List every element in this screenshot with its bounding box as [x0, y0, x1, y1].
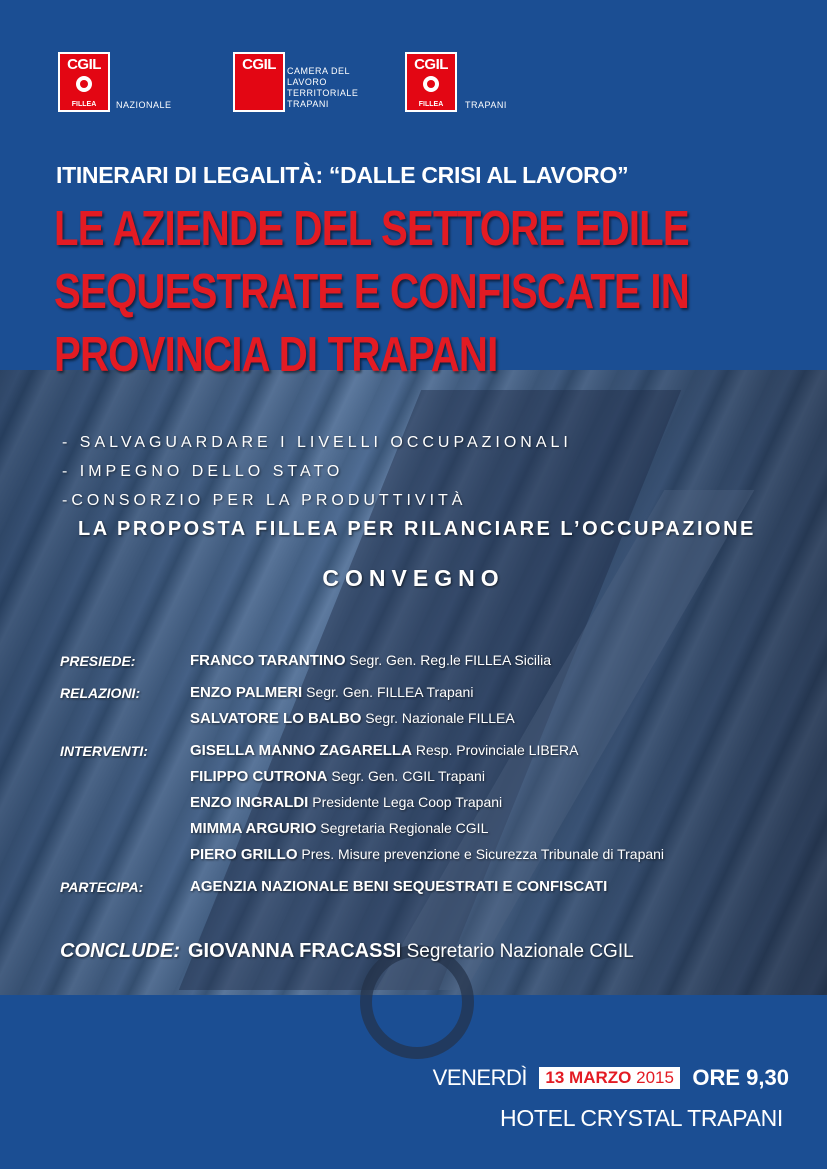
speaker-name: AGENZIA NAZIONALE BENI SEQUESTRATI E CONFISCATI: [190, 878, 608, 895]
event-date: 13 MARZO: [545, 1068, 632, 1087]
conclude-row: [60, 940, 634, 963]
speaker-name: GISELLA MANNO ZAGARELLA: [190, 742, 412, 759]
logo-brand: CGIL: [414, 56, 448, 73]
speaker-name: PIERO GRILLO: [190, 846, 298, 863]
caption-line: TRAPANI: [287, 99, 329, 109]
program-role: RELAZIONI:: [60, 685, 141, 701]
program-role: PARTECIPA:: [60, 879, 144, 895]
event-day: VENERDÌ: [432, 1065, 527, 1090]
caption-line: LAVORO: [287, 77, 327, 87]
logo-caption-trapani: TRAPANI: [465, 100, 507, 110]
speaker-desc: Segr. Gen. Reg.le FILLEA Sicilia: [345, 652, 551, 668]
event-time: ORE 9,30: [692, 1065, 789, 1090]
speaker-desc: Segretaria Regionale CGIL: [316, 820, 489, 836]
topic-item: -CONSORZIO PER LA PRODUTTIVITÀ: [62, 492, 467, 509]
logo-brand: CGIL: [67, 56, 101, 73]
logo-sub: FILLEA: [71, 101, 97, 108]
program-role: CONCLUDE:: [60, 940, 180, 962]
headline-line: LE AZIENDE DEL SETTORE EDILE: [54, 202, 689, 256]
event-subtitle: ITINERARI DI LEGALITÀ: “DALLE CRISI AL LAVORO”: [56, 162, 629, 188]
headline-line: SEQUESTRATE E CONFISCATE IN: [54, 265, 689, 319]
logo-sub: FILLEA: [418, 101, 444, 108]
logo-mark-icon: [76, 76, 92, 92]
event-year: 2015: [631, 1068, 674, 1087]
logo-mark-icon: [423, 76, 439, 92]
speaker-name: FRANCO TARANTINO: [190, 652, 346, 669]
cgil-fillea-logo: [58, 52, 110, 112]
proposta-heading: LA PROPOSTA FILLEA PER RILANCIARE L’OCCUPAZIONE: [78, 518, 756, 540]
speaker-name: SALVATORE LO BALBO: [190, 710, 362, 727]
logo-caption-camera: [287, 66, 358, 110]
speaker-desc: Segr. Nazionale FILLEA: [361, 710, 515, 726]
logo-caption-nazionale: NAZIONALE: [116, 100, 172, 110]
event-venue: HOTEL CRYSTAL TRAPANI: [500, 1105, 783, 1131]
event-date-badge: [539, 1067, 680, 1089]
event-dateline: [433, 1065, 789, 1091]
speaker-name: FILIPPO CUTRONA: [190, 768, 328, 785]
convegno-label: CONVEGNO: [322, 565, 505, 591]
logo-brand: CGIL: [242, 56, 276, 73]
speaker-desc: Segretario Nazionale CGIL: [401, 941, 634, 962]
headline-line: PROVINCIA DI TRAPANI: [54, 328, 498, 382]
program-role: PRESIEDE:: [60, 653, 136, 669]
speaker-desc: Resp. Provinciale LIBERA: [411, 742, 579, 758]
speaker-desc: Presidente Lega Coop Trapani: [308, 794, 503, 810]
cgil-camera-lavoro-logo: [233, 52, 285, 112]
event-headline: [54, 198, 689, 387]
cgil-fillea-trapani-logo: [405, 52, 457, 112]
program-role: INTERVENTI:: [60, 743, 148, 759]
caption-line: CAMERA DEL: [287, 66, 351, 76]
speaker-desc: Segr. Gen. CGIL Trapani: [327, 768, 485, 784]
speaker-name: ENZO PALMERI: [190, 684, 303, 701]
speaker-desc: Segr. Gen. FILLEA Trapani: [302, 684, 474, 700]
topics-list: [62, 428, 572, 515]
caption-line: TERRITORIALE: [287, 88, 359, 98]
topic-item: - SALVAGUARDARE I LIVELLI OCCUPAZIONALI: [62, 434, 572, 451]
speaker-desc: Pres. Misure prevenzione e Sicurezza Tribunale di Trapani: [297, 846, 665, 862]
topic-item: - IMPEGNO DELLO STATO: [62, 463, 344, 480]
speaker-name: ENZO INGRALDI: [190, 794, 309, 811]
speaker-name: GIOVANNA FRACASSI: [188, 940, 402, 962]
speaker-name: MIMMA ARGURIO: [190, 820, 317, 837]
